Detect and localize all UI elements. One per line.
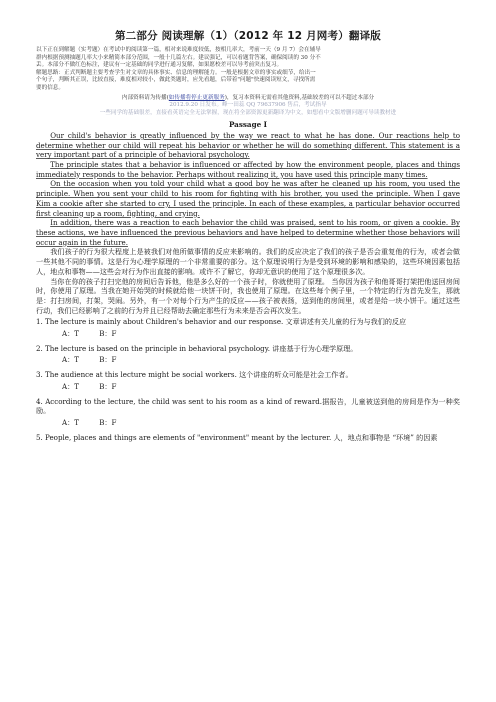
- question-options: [36, 329, 460, 339]
- intro-notes: [36, 47, 460, 93]
- option-a[interactable]: A：T: [62, 381, 79, 391]
- option-a[interactable]: A：T: [62, 417, 79, 427]
- passage-paragraph: On the occasion when you told your child what a good boy he was after he cleaned up his room, you used the principle. When you sent your child to his room for fighting with his brother, you used the principle. When I gave Kim a cookie after she started to cry, I used the principle. In each of these examples, a particular behavior occurred first cleaning up a room, fighting, and crying.: [36, 179, 460, 218]
- question-5: [36, 433, 460, 443]
- question-text: 1. The lecture is mainly about Children's behavior and our response. 文章讲述有关儿童的行为与我们的反应: [36, 317, 407, 327]
- translation-paragraph: 我们孩子的行为很大程度上是被我们对他所做事情的反应来影响的。我们的反应决定了我们的孩子是否会重复他的行为，或者会做一些其他不同的事情。这是行为心理学原理的一个非常重要的部分。这个原理说明行为是受到环境的影响和感染的，这些环境因素包括人，地点和事物——这些会对行为作出直接的影响。或许不了解它，你却无意识的使用了这个原理很多次。: [36, 247, 460, 276]
- question-3: [36, 370, 460, 391]
- question-options: [36, 382, 460, 392]
- question-4: [36, 397, 460, 428]
- intro-line: 个句子，判断其正误，比较直接，难度相对较小，做此类题时，应先看题，后带着"问题"快速阅读短文，寻找所需: [36, 77, 316, 84]
- option-b[interactable]: B：F: [99, 417, 117, 427]
- question-2: [36, 344, 460, 365]
- question-1: [36, 317, 460, 338]
- watermark-line-2: 一些同学的基础很差，直接看英语完全无法掌握，现在将全部资源更新翻译为中文，如想看中文版增删问题可导读教材进: [99, 109, 397, 116]
- question-text: 4. According to the lecture, the child was sent to his room as a kind of reward.据报告，儿童被送到他的房间是作为一种奖励。: [36, 396, 460, 416]
- option-b[interactable]: B：F: [99, 355, 117, 365]
- passage-paragraph: The principle states that a behavior is influenced or affected by how the environment people, places and things immediately responds to the behavior. Perhaps without realizing it, you have used this principle many times.: [36, 160, 460, 179]
- question-text: 3. The audience at this lecture might be social workers. 这个讲座的听众可能是社会工作者。: [36, 370, 353, 380]
- intro-line: 丢。本部分不做红色标注，建议有一定基础的同学进行通习复解，如果愿校差可以导考前突击复习。: [36, 62, 283, 69]
- option-b[interactable]: B：F: [99, 329, 117, 339]
- passage-title: Passage I: [228, 119, 268, 129]
- passage-paragraph: Our child's behavior is greatly influenced by the way we react to what he has done. Our reactions help to determine whether our child will repeat his behavior or whether he will do something different. This statement is a very important part of a principle of behavioral psychology.: [36, 130, 460, 160]
- intro-line: 群内根据预测抽题几率大小来精简本部分范围，一般十几篇左右。建议强记，可以看题背答案，确保阅读的 30 分不: [36, 54, 321, 61]
- option-a[interactable]: A：T: [62, 329, 79, 339]
- page-title: 第二部分 阅读理解（1）（2012 年 12 月网考）翻译版: [114, 30, 381, 42]
- intro-line: 解题思路：正式判断题主要考查学生对文章的具体事实、信息的理解能力。一般是根据文章的事实或细节，给出一: [36, 69, 316, 76]
- question-text: 5. People, places and things are elements of "environment" meant by the lecturer. 人，地点和事物是 “环境” 的因素: [36, 432, 438, 442]
- intro-line: 以下正在到解题（实考题）在考试中的阅读第一篇，相对来说难度较低，按相几率大，考前一天（9 月 7）会在辅导: [36, 47, 321, 53]
- translation-paragraph: 当你在你的孩子打扫完他的房间后告诉他，他是多么好的一个孩子时，你就使用了原理。 当你因为孩子和他哥哥打架把他送回房间时，你使用了原理。当我在她开始哭的时候就给他一块饼干时，我也使用了原理。在这些每个例子里，一个特定的行为首先发生，那就是：打扫房间，打架，哭闹。另外，有一个对每个行为产生的反应——孩子被表扬，送到他的房间里，或者是给一块小饼干。通过这些行动，我们已经影响了之前的行为并且已经帮助去确定那些行为未来是否会再次发生。: [36, 276, 460, 315]
- watermark-line-1: 2012.9.20 日发布。峰一田蕊 QQ 79637906 售后，考试指导: [169, 102, 327, 109]
- option-a[interactable]: A：T: [62, 355, 79, 365]
- question-options: [36, 418, 460, 428]
- intro-line: 要的信息。: [36, 84, 64, 91]
- source-prefix: 内部资料请为传播(: [121, 94, 169, 101]
- option-b[interactable]: B：F: [99, 381, 117, 391]
- passage-paragraph: In addition, there was a reaction to each behavior the child was praised, sent to his room, or given a cookie. By these actions, we have influenced the previous behaviors and have helped to determine whether those behaviors will occur again in the future.: [36, 218, 460, 247]
- question-text: 2. The lecture is based on the principle in behavioral psychology. 讲座基于行为心理学原理。: [36, 343, 358, 353]
- source-link[interactable]: 如传播将停止更新服务: [168, 94, 225, 101]
- question-options: [36, 355, 460, 365]
- source-suffix: )，复习本资料无需看其他资料,基础较差的可以不超过本部分: [224, 94, 375, 101]
